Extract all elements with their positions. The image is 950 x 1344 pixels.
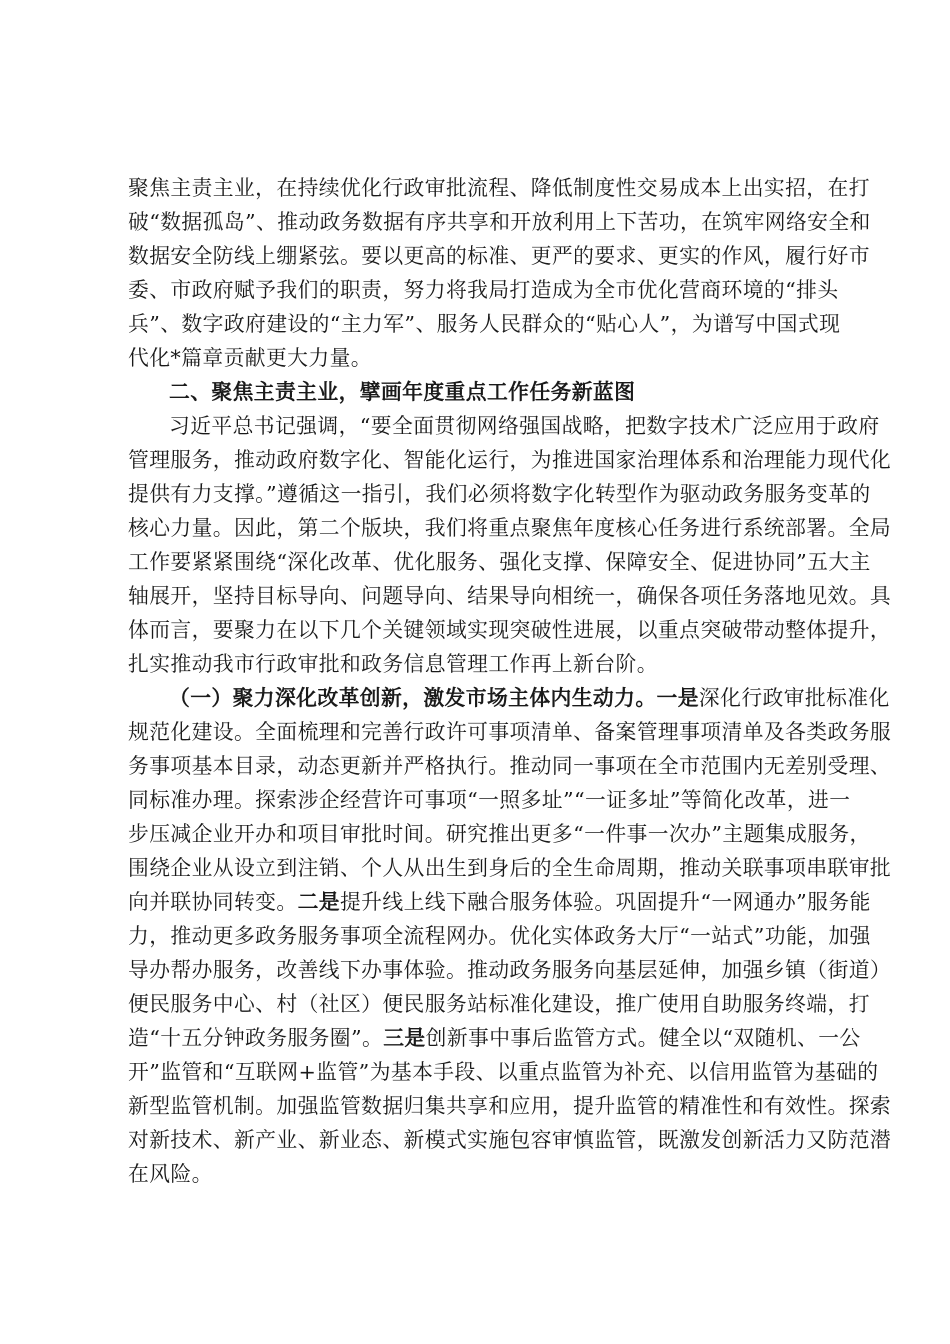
text-line: 围绕企业从设立到注销、个人从出生到身后的全生命周期，推动关联事项串联审批 xyxy=(128,856,892,880)
text-line: 在风险。 xyxy=(128,1162,213,1186)
text-line: 同标准办理。探索涉企经营许可事项“一照多址”“一证多址”等简化改革，进一 xyxy=(128,788,851,812)
text-line: 委、市政府赋予我们的职责，努力将我局打造成为全市优化营商环境的“排头 xyxy=(128,278,839,302)
text-line: 兵”、数字政府建设的“主力军”、服务人民群众的“贴心人”，为谱写中国式现 xyxy=(128,312,841,336)
text-line: 导办帮办服务，改善线下办事体验。推动政务服务向基层延伸，加强乡镇（街道） xyxy=(128,958,892,982)
document-body xyxy=(128,171,892,1191)
text-run: 造“十五分钟政务服务圈”。 xyxy=(128,1026,384,1050)
text-line: 体而言，要聚力在以下几个关键领域实现突破性进展，以重点突破带动整体提升， xyxy=(128,618,892,642)
text-run: 创新事中事后监管方式。健全以“双随机、一公 xyxy=(425,1026,861,1050)
text-line: 新型监管机制。加强监管数据归集共享和应用，提升监管的精准性和有效性。探索 xyxy=(128,1094,892,1118)
text-line: 管理服务，推动政府数字化、智能化运行，为推进国家治理体系和治理能力现代化 xyxy=(128,448,892,472)
text-line: 规范化建设。全面梳理和完善行政许可事项清单、备案管理事项清单及各类政务服 xyxy=(128,720,892,744)
text-line: 步压减企业开办和项目审批时间。研究推出更多“一件事一次办”主题集成服务， xyxy=(128,822,871,846)
paragraph-3 xyxy=(128,681,892,1191)
paragraph-1 xyxy=(128,171,871,375)
text-line: 习近平总书记强调，“要全面贯彻网络强国战略，把数字技术广泛应用于政府 xyxy=(169,414,880,438)
text-run: 向并联协同转变。 xyxy=(128,890,298,914)
text-line: 对新技术、新产业、新业态、新模式实施包容审慎监管，既激发创新活力又防范潜 xyxy=(128,1128,892,1152)
text-line: 力，推动更多政务服务事项全流程网办。优化实体政务大厅“一站式”功能，加强 xyxy=(128,924,871,948)
text-line xyxy=(128,681,890,715)
section-heading: 二、聚焦主责主业，擘画年度重点工作任务新蓝图 xyxy=(169,379,636,404)
text-line: 提供有力支撑。”遵循这一指引，我们必须将数字化转型作为驱动政务服务变革的 xyxy=(128,482,871,506)
text-line: 轴展开，坚持目标导向、问题导向、结果导向相统一，确保各项任务落地见效。具 xyxy=(128,584,892,608)
text-line: 代化*篇章贡献更大力量。 xyxy=(128,346,372,370)
text-line: 务事项基本目录，动态更新并严格执行。推动同一事项在全市范围内无差别受理、 xyxy=(128,754,892,778)
text-line: 数据安全防线上绷紧弦。要以更高的标准、更严的要求、更实的作风，履行好市 xyxy=(128,244,870,268)
text-line: 聚焦主责主业，在持续优化行政审批流程、降低制度性交易成本上出实招，在打 xyxy=(128,176,870,200)
paragraph-2 xyxy=(128,409,892,681)
text-line: 工作要紧紧围绕“深化改革、优化服务、强化支撑、保障安全、促进协同”五大主 xyxy=(128,550,871,574)
text-line: 破“数据孤岛”、推动政务数据有序共享和开放利用上下苦功，在筑牢网络安全和 xyxy=(128,210,871,234)
text-line: 扎实推动我市行政审批和政务信息管理工作再上新台阶。 xyxy=(128,652,658,676)
emphasis-bold: 三是 xyxy=(383,1025,426,1050)
text-line xyxy=(128,885,871,919)
text-run: 深化行政审批标准化 xyxy=(698,686,890,710)
text-line xyxy=(128,1021,861,1055)
text-run: 提升线上线下融合服务体验。巩固提升“一网通办”服务能 xyxy=(339,890,871,914)
text-line: 开”监管和“互联网+监管”为基本手段、以重点监管为补充、以信用监管为基础的 xyxy=(128,1060,879,1084)
text-line: 便民服务中心、村（社区）便民服务站标准化建设，推广使用自助服务终端，打 xyxy=(128,992,870,1016)
text-line: 核心力量。因此，第二个版块，我们将重点聚焦年度核心任务进行系统部署。全局 xyxy=(128,516,892,540)
emphasis-bold: 二是 xyxy=(297,889,340,914)
subheading-bold: （一）聚力深化改革创新，激发市场主体内生动力。一是 xyxy=(169,685,699,710)
